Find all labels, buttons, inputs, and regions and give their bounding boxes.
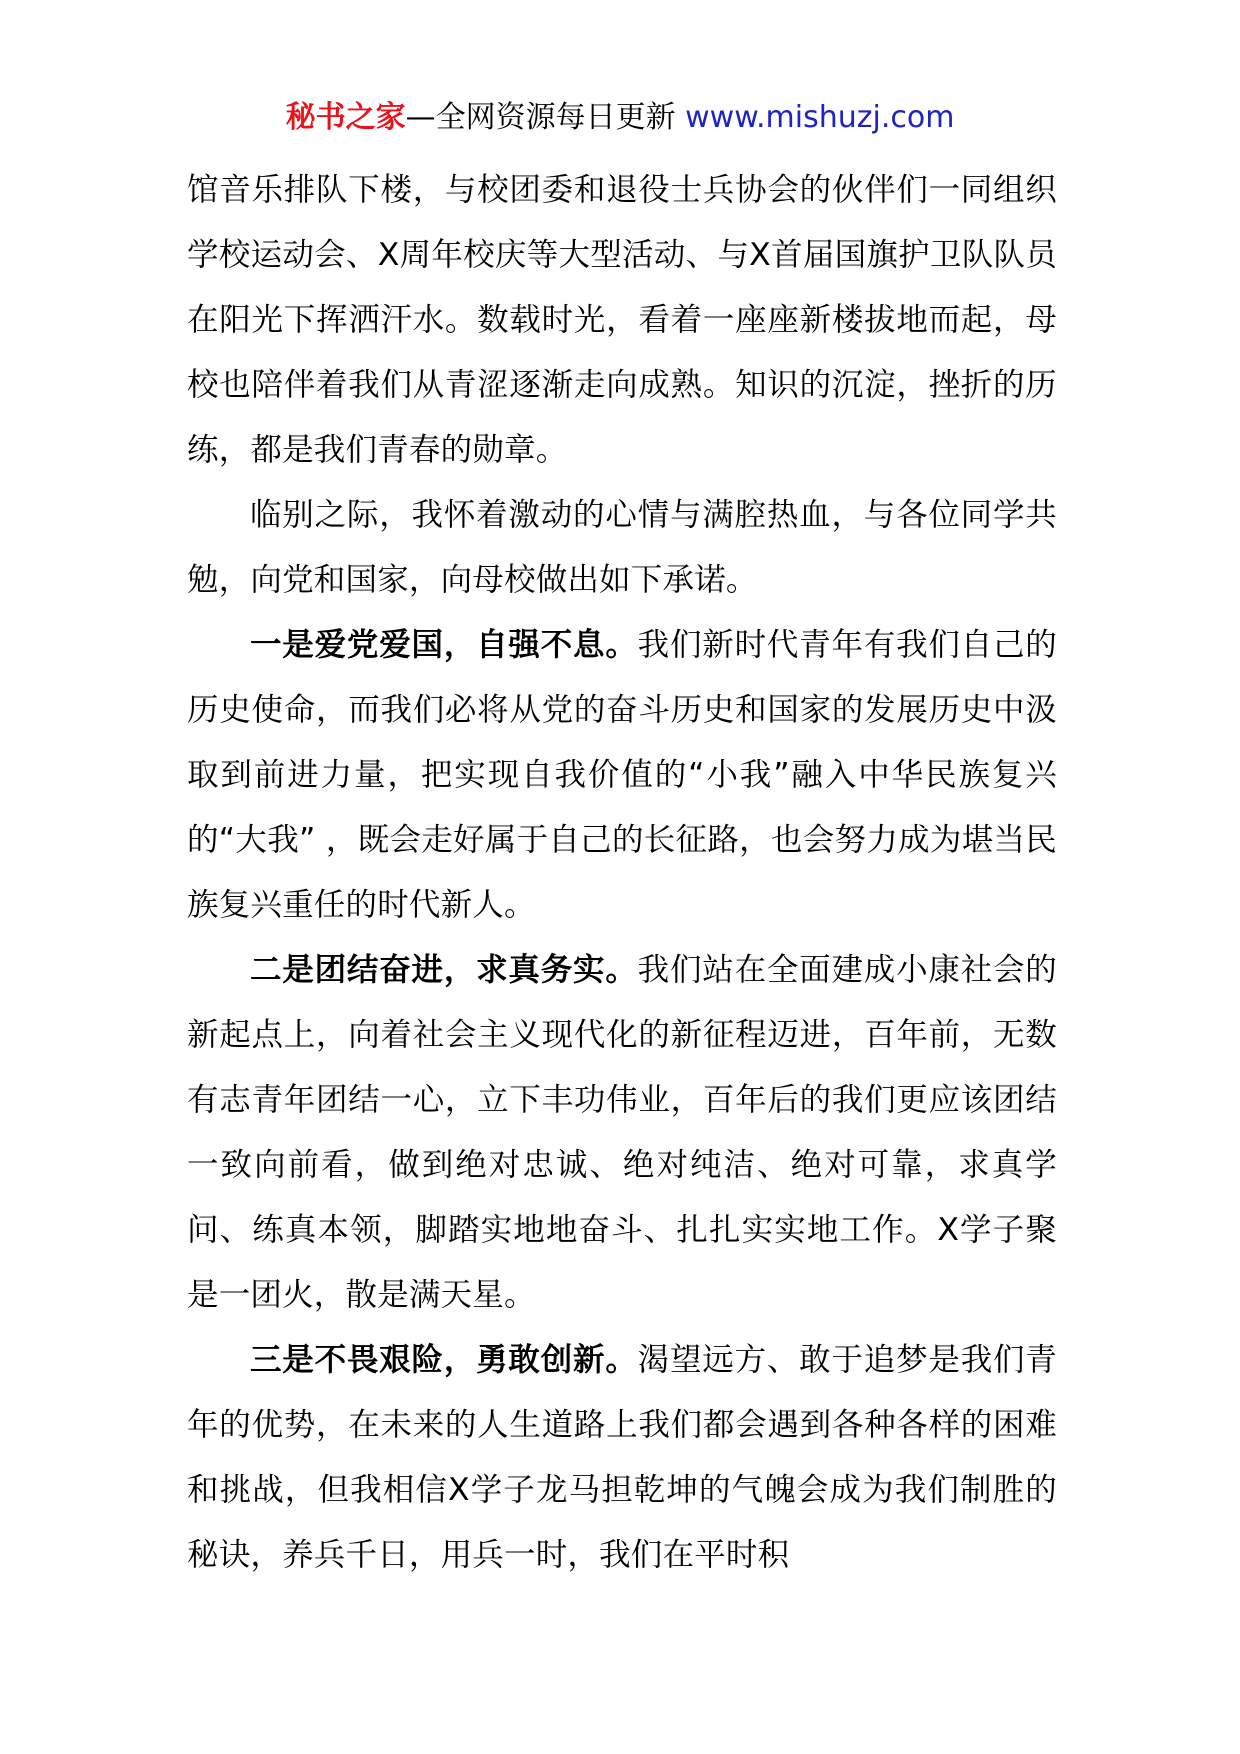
paragraph-pledge-three — [187, 1328, 1057, 1588]
paragraph-text: 我们新时代青年有我们自己的历史使命，而我们必将从党的奋斗历史和国家的发展历史中汲取到前进力量，把实现自我价值的“小我”融入中华民族复兴的“大我” ，既会走好属于自己的长征路，也会努力成为堪当民族复兴重任的时代新人。 — [187, 627, 1057, 923]
paragraph-text: 我们站在全面建成小康社会的新起点上，向着社会主义现代化的新征程迈进，百年前，无数有志青年团结一心，立下丰功伟业，百年后的我们更应该团结一致向前看，做到绝对忠诚、绝对纯洁、绝对可靠，求真学问、练真本领，脚踏实地地奋斗、扎扎实实地工作。X学子聚是一团火，散是满天星。 — [187, 952, 1057, 1313]
paragraph-pledge-one — [187, 613, 1057, 938]
paragraph-lead: 三是不畏艰险，勇敢创新。 — [250, 1342, 638, 1378]
paragraph-text: 渴望远方、敢于追梦是我们青年的优势，在未来的人生道路上我们都会遇到各种各样的困难和挑战，但我相信X学子龙马担乾坤的气魄会成为我们制胜的秘诀，养兵千日，用兵一时，我们在平时积 — [187, 1342, 1057, 1573]
website-link[interactable]: www.mishuzj.com — [685, 100, 955, 135]
paragraph-text: 馆音乐排队下楼，与校团委和退役士兵协会的伙伴们一同组织学校运动会、X周年校庆等大型活动、与X首届国旗护卫队队员在阳光下挥洒汗水。数载时光，看着一座座新楼拔地而起，母校也陪伴着我们从青涩逐渐走向成熟。知识的沉淀，挫折的历练，都是我们青春的勋章。 — [187, 172, 1057, 468]
paragraph-text: 临别之际，我怀着激动的心情与满腔热血，与各位同学共勉，向党和国家，向母校做出如下承诺。 — [187, 497, 1057, 598]
paragraph-lead: 二是团结奋进，求真务实。 — [250, 952, 638, 988]
paragraph-farewell — [187, 483, 1057, 613]
document-body — [187, 158, 1057, 1588]
brand-name: 秘书之家 — [285, 100, 406, 135]
paragraph-lead: 一是爱党爱国，自强不息。 — [250, 627, 638, 663]
paragraph-pledge-two — [187, 938, 1057, 1328]
page-header — [0, 98, 1240, 138]
header-tagline: —全网资源每日更新 — [405, 100, 676, 135]
paragraph-continuation — [187, 158, 1057, 483]
